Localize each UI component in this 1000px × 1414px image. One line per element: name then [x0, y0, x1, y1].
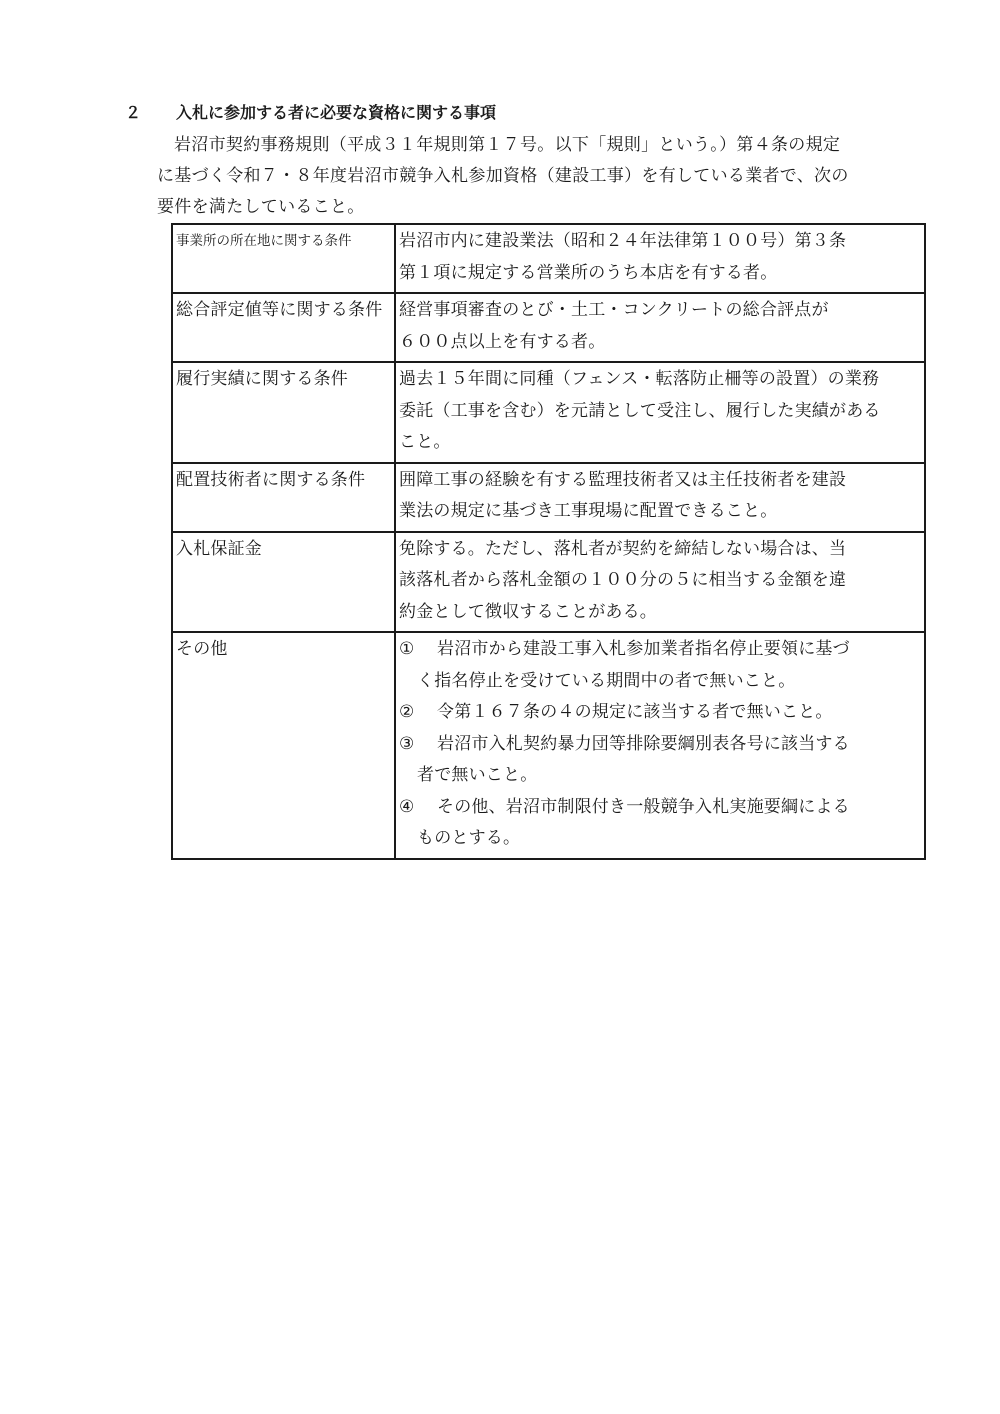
condition-line: 囲障工事の経験を有する監理技術者又は主任技術者を建設 [399, 469, 847, 490]
table-row [172, 532, 925, 633]
table-row [172, 224, 925, 293]
condition-content [395, 362, 925, 463]
condition-line: 岩沼市内に建設業法（昭和２４年法律第１００号）第３条 [399, 231, 847, 251]
condition-content [395, 293, 925, 362]
item-text-continued: ものとする。 [417, 828, 521, 848]
condition-label: 事業所の所在地に関する条件 [172, 224, 395, 293]
section-title: 入札に参加する者に必要な資格に関する事項 [176, 103, 497, 122]
intro-line: 岩沼市契約事務規則（平成３１年規則第１７号。以下「規則」という。）第４条の規定 [174, 135, 841, 155]
condition-line: 委託（工事を含む）を元請として受注し、履行した実績がある [399, 400, 881, 421]
item-text: 岩沼市入札契約暴力団等排除要綱別表各号に該当する [437, 733, 850, 754]
condition-line: 免除する。ただし、落札者が契約を締結しない場合は、当 [399, 538, 847, 559]
condition-line: こと。 [399, 432, 451, 452]
list-item [399, 729, 924, 761]
condition-label: その他 [172, 632, 395, 859]
item-text-continued: 者で無いこと。 [417, 765, 538, 785]
section-number: ２ [125, 103, 142, 122]
section-heading [125, 100, 945, 126]
condition-label: 入札保証金 [172, 532, 395, 633]
item-number: ① [399, 639, 415, 659]
list-item [399, 634, 924, 666]
condition-content [395, 224, 925, 293]
intro-paragraph [157, 130, 917, 223]
table-row [172, 463, 925, 532]
table-row [172, 632, 925, 859]
item-text: 岩沼市から建設工事入札参加業者指名停止要領に基づ [437, 639, 850, 659]
list-item [399, 697, 924, 729]
condition-line: ６００点以上を有する者。 [399, 331, 606, 352]
condition-line: 業法の規定に基づき工事現場に配置できること。 [399, 501, 778, 521]
item-number: ④ [399, 796, 415, 817]
condition-label: 総合評定値等に関する条件 [172, 293, 395, 362]
intro-line: に基づく令和７・８年度岩沼市競争入札参加資格（建設工事）を有している業者で、次の [157, 166, 849, 186]
condition-label: 配置技術者に関する条件 [172, 463, 395, 532]
item-text-continued: く指名停止を受けている期間中の者で無いこと。 [417, 670, 796, 691]
table-row [172, 362, 925, 463]
table-row [172, 293, 925, 362]
list-item [399, 792, 924, 824]
condition-label: 履行実績に関する条件 [172, 362, 395, 463]
item-text: その他、岩沼市制限付き一般競争入札実施要綱による [437, 796, 850, 817]
condition-content [395, 532, 925, 633]
condition-content [395, 463, 925, 532]
other-items [395, 632, 925, 859]
item-text: 令第１６７条の４の規定に該当する者で無いこと。 [437, 702, 833, 722]
requirements-table [171, 223, 926, 860]
condition-line: 経営事項審査のとび・土工・コンクリートの総合評点が [399, 300, 829, 320]
intro-line: 要件を満たしていること。 [157, 197, 365, 217]
item-number: ② [399, 702, 415, 722]
condition-line: 約金として徴収することがある。 [399, 601, 657, 622]
condition-line: 第１項に規定する営業所のうち本店を有する者。 [399, 262, 778, 283]
item-number: ③ [399, 733, 415, 754]
condition-line: 該落札者から落札金額の１００分の５に相当する金額を違 [399, 570, 847, 590]
condition-line: 過去１５年間に同種（フェンス・転落防止柵等の設置）の業務 [399, 369, 880, 389]
